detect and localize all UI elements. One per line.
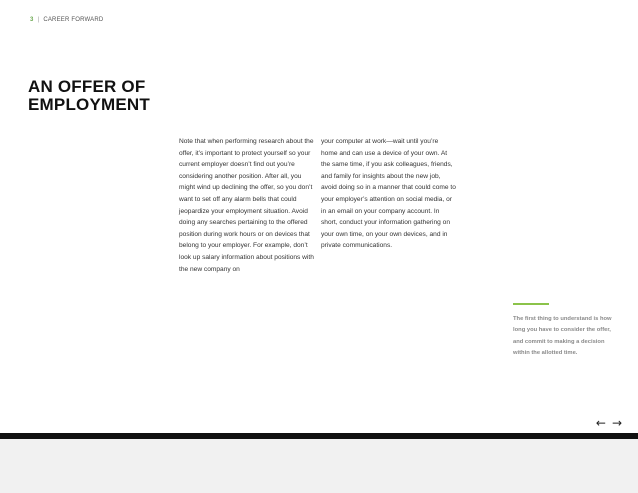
section-title: CAREER FORWARD	[43, 17, 104, 23]
header-separator: |	[37, 17, 40, 23]
arrow-right-icon[interactable]: →	[611, 416, 622, 430]
sidebar-note-text: The first thing to understand is how long you have to consider the offer, and commit to making a decision within the allotted time.	[513, 316, 612, 356]
page-title	[28, 78, 150, 114]
sidebar-note	[513, 314, 621, 359]
arrow-left-icon[interactable]: ←	[595, 416, 606, 430]
body-paragraph-1: Note that when performing research about the offer, it’s important to protect yourself so your current employer doesn’t find out you’re considering another position. After all, you might wind up declining the offer, so you don’t want to set off any alarm bells that could jeopardize your employment situation. Avoid doing any searches pertaining to the offered position during work hours or on devices that belong to your employer. For example, don’t look up salary information about positions with the new company on	[179, 138, 314, 273]
body-column-2	[321, 136, 456, 252]
page-header	[30, 17, 103, 23]
body-column-1	[179, 136, 314, 275]
sidebar-accent-line	[513, 303, 549, 305]
page-title-line-1: AN OFFER OF	[28, 77, 146, 96]
page-title-line-2: EMPLOYMENT	[28, 95, 150, 114]
page-navigation	[596, 416, 622, 430]
footer-area	[0, 439, 638, 493]
page-number: 3	[30, 17, 34, 23]
body-paragraph-2: your computer at work—wait until you’re home and can use a device of your own. At the same time, if you ask colleagues, friends, and family for insights about the new job, avoid doing so in a manner that could come to your employer’s attention on social media, or in an email on your company account. In short, conduct your information gathering on your own time, on your own devices, and in private communications.	[321, 138, 456, 250]
